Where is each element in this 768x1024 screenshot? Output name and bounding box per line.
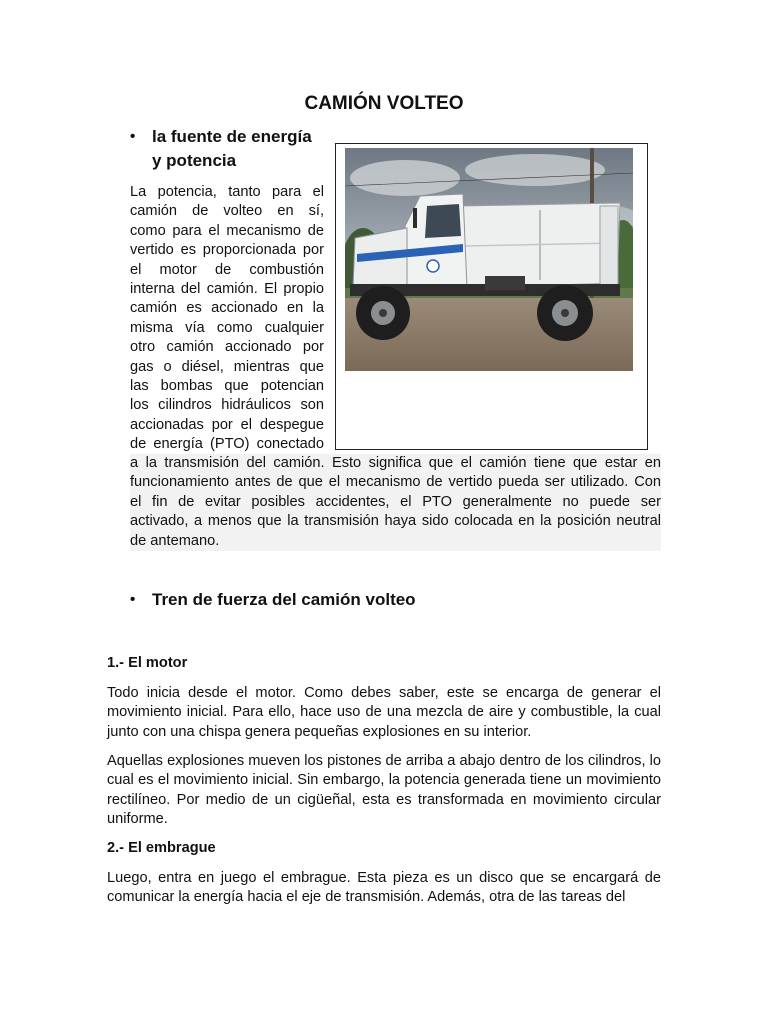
text-line: accionadas por el despegue (130, 416, 324, 433)
text-line: funcionamiento antes de que el mecanismo de vertido pueda ser utilizado. Con (130, 474, 661, 491)
text-line: activado, a menos que la transmisión haya sido colocada en la posición neutral (130, 513, 661, 530)
heading-line-2: y potencia (152, 151, 237, 170)
text-line: camión es accionado en la (130, 300, 324, 317)
text-line: La potencia, tanto para el (130, 184, 324, 200)
truck-figure-frame (335, 143, 648, 450)
text-line: vertido es proporcionada por (130, 242, 324, 259)
bullet-icon: • (130, 128, 136, 145)
text-line: los cilindros hidráulicos son (130, 397, 324, 414)
text-line: gas o diésel, mientras que (130, 358, 324, 375)
heading-text: Tren de fuerza del camión volteo (152, 590, 416, 609)
text-line: el fin de evitar posibles accidentes, el PTO generalmente no puede ser (130, 493, 661, 510)
text-line: de antemano. (130, 532, 220, 549)
embrague-heading: 2.- El embrague (107, 840, 216, 856)
section-heading-energy (130, 125, 330, 173)
text-line: el motor de combustión (130, 261, 324, 278)
text-line: otro camión accionado por (130, 339, 324, 356)
section-heading-drivetrain (130, 588, 530, 612)
page-title: CAMIÓN VOLTEO (304, 93, 464, 114)
motor-heading: 1.- El motor (107, 655, 188, 671)
text-line: a la transmisión del camión. Esto significa que el camión tiene que estar en (130, 455, 661, 471)
text-line: interna del camión. El propio (130, 281, 324, 298)
text-line: misma vía como cualquier (130, 319, 324, 336)
text-line: como para el mecanismo de (130, 222, 324, 239)
text-line: camión de volteo en sí, (130, 203, 324, 220)
heading-line-1: la fuente de energía (152, 127, 312, 146)
text-line: las bombas que potencian (130, 378, 324, 395)
motor-paragraph-2: Aquellas explosiones mueven los pistones de arriba a abajo dentro de los cilindros, lo cual es el movimiento inicial. Sin embargo, la potencia generada tiene un movimiento rectilíneo. Por medio de un cigüeñal, esta es transformada en movimiento circular uniforme. (107, 753, 661, 828)
embrague-paragraph-1: Luego, entra en juego el embrague. Esta pieza es un disco que se encargará de comunicar la energía hacia el eje de transmisión. Además, otra de las tareas del (107, 870, 661, 906)
text-line: de energía (PTO) conectado (130, 436, 324, 453)
energy-paragraph-continued (130, 454, 661, 551)
energy-paragraph-wrapped (130, 183, 324, 455)
motor-paragraph-1: Todo inicia desde el motor. Como debes saber, este se encarga de generar el movimiento inicial. Para ello, hace uso de una mezcla de aire y combustible, la cual junto con una chispa genera pequeñas explosiones en su interior. (107, 685, 661, 740)
bullet-icon: • (130, 591, 136, 608)
dump-truck-photo (345, 148, 633, 371)
